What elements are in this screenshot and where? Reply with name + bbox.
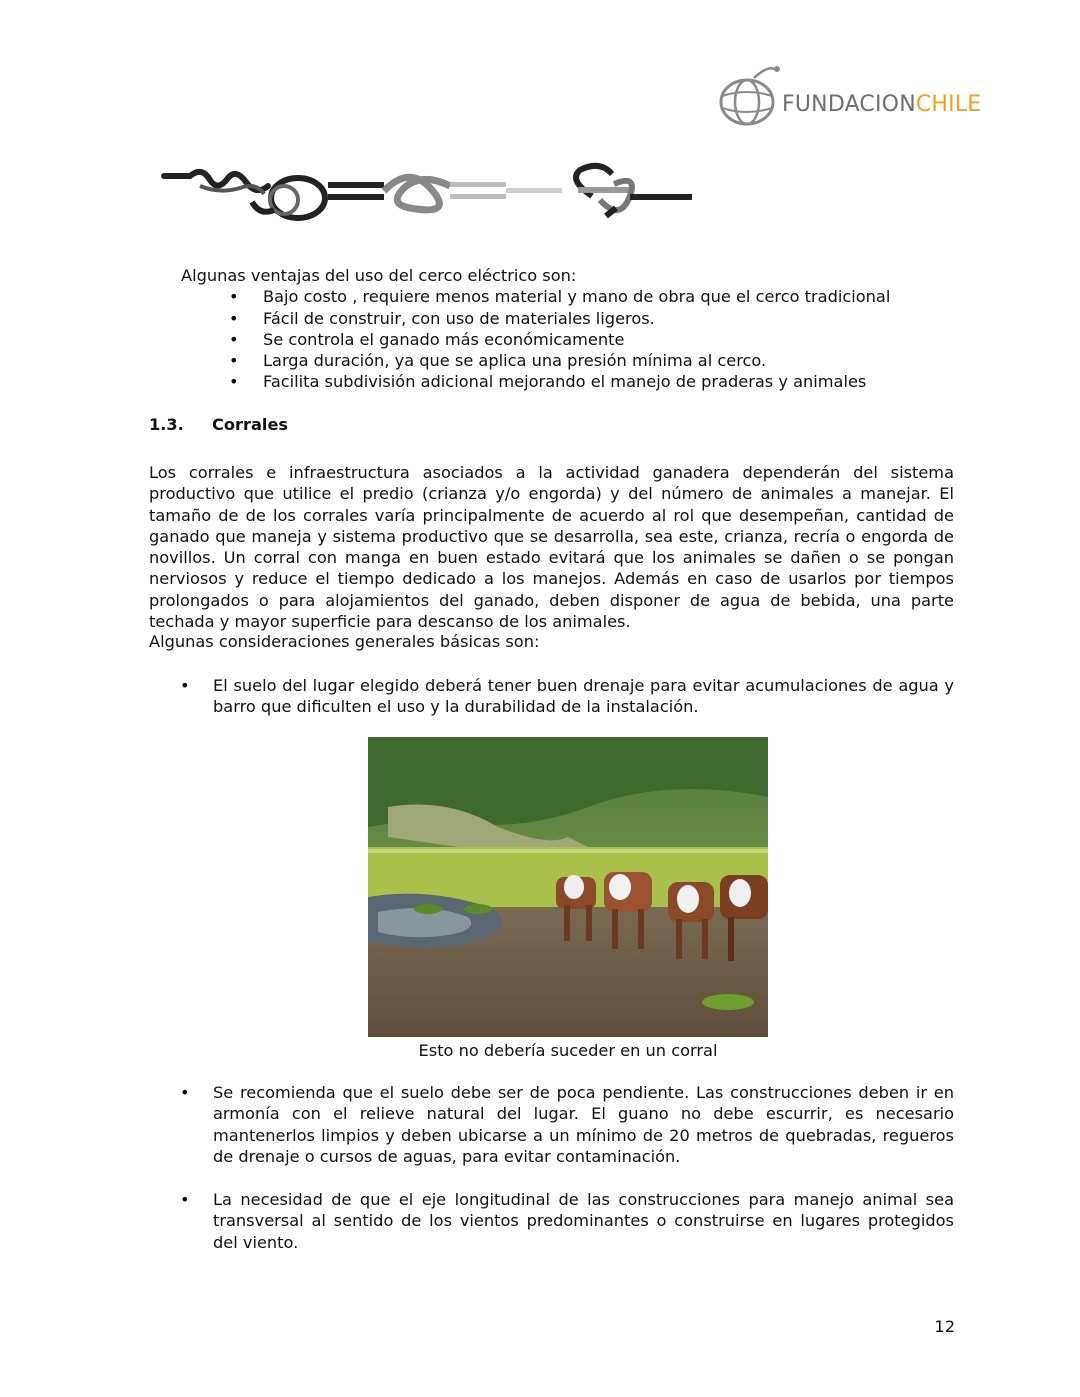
bullet-icon: • [229, 351, 239, 371]
logo-text-chile: CHILE [915, 92, 982, 117]
logo-text-fundacion: FUNDACION [782, 92, 916, 117]
list-item [149, 675, 954, 718]
list-item-text: Larga duración, ya que se aplica una presión mínima al cerco. [263, 351, 767, 371]
section-heading [149, 414, 288, 435]
list-item-text: Bajo costo , requiere menos material y mano de obra que el cerco tradicional [263, 287, 891, 307]
bullet-icon: • [229, 329, 239, 349]
electric-fence-advantages [181, 265, 941, 393]
list-item-text: Se recomienda que el suelo debe ser de poca pendiente. Las construcciones deben ir en armonía con el relieve natural del lugar. El guano no debe escurrir, es necesario mantenerlos limpios y deben ubicarse a un mínimo de 20 metros de quebradas, regueros de drenaje o cursos de aguas, para evitar contaminación. [213, 1083, 954, 1166]
knots-diagram [160, 160, 700, 226]
bullet-icon: • [180, 676, 190, 695]
list-item [149, 1189, 954, 1253]
list-item-text: La necesidad de que el eje longitudinal de las construcciones para manejo animal sea transversal al sentido de los vientos predominantes o construirse en lugares protegidos del viento. [213, 1190, 954, 1252]
list-item [181, 329, 941, 350]
reef-knot-shape [328, 177, 562, 210]
bullet-icon: • [229, 308, 239, 328]
considerations-lead: Algunas consideraciones generales básicas son: [149, 632, 540, 651]
photo-caption: Esto no debería suceder en un corral [418, 1041, 718, 1060]
hook-knot-shape [576, 166, 692, 216]
advantages-lead: Algunas ventajas del uso del cerco eléctrico son: [181, 266, 577, 285]
page-number: 12 [934, 1317, 955, 1336]
section-number: 1.3. [149, 415, 184, 434]
list-item-text: Fácil de construir, con uso de materiales ligeros. [263, 308, 655, 328]
twist-knot-shape [164, 172, 325, 218]
list-item [149, 1082, 954, 1167]
bullet-icon: • [229, 372, 239, 392]
bullet-icon: • [180, 1083, 190, 1102]
bullet-icon: • [229, 287, 239, 307]
cattle-in-muddy-corral-photo [368, 737, 768, 1037]
list-item [181, 308, 941, 329]
list-item [181, 371, 941, 392]
bullet-icon: • [180, 1190, 190, 1209]
advantages-list [181, 286, 941, 392]
section-title: Corrales [212, 415, 289, 434]
corrales-paragraph: Los corrales e infraestructura asociados a la actividad ganadera dependerán del sistema productivo que utilice el predio (crianza y/o engorda) y del número de animales a manejar. El tamaño de de los corrales varía principalmente de acuerdo al rol que desempeñan, cantidad de ganado que maneja y sistema productivo que se desarrolla, sea este, crianza, recría o engorda de novillos. Un corral con manga en buen estado evitará que los animales se dañen o se pongan nerviosos y reduce el tiempo dedicado a los manejos. Además en caso de usarlos por tiempos prolongados o para alojamientos del ganado, deben disponer de agua de bebida, una parte techada y mayor superficie para descanso de los animales. [149, 463, 954, 632]
list-item-text: El suelo del lugar elegido deberá tener buen drenaje para evitar acumulaciones de agua y barro que dificulten el uso y la durabilidad de la instalación. [213, 676, 954, 717]
list-item [181, 350, 941, 371]
list-item-text: Se controla el ganado más económicamente [263, 329, 625, 349]
list-item-text: Facilita subdivisión adicional mejorando el manejo de praderas y animales [263, 372, 867, 392]
list-item [181, 286, 941, 307]
logo-wordmark [782, 92, 981, 118]
fundacion-chile-logo [714, 62, 982, 132]
